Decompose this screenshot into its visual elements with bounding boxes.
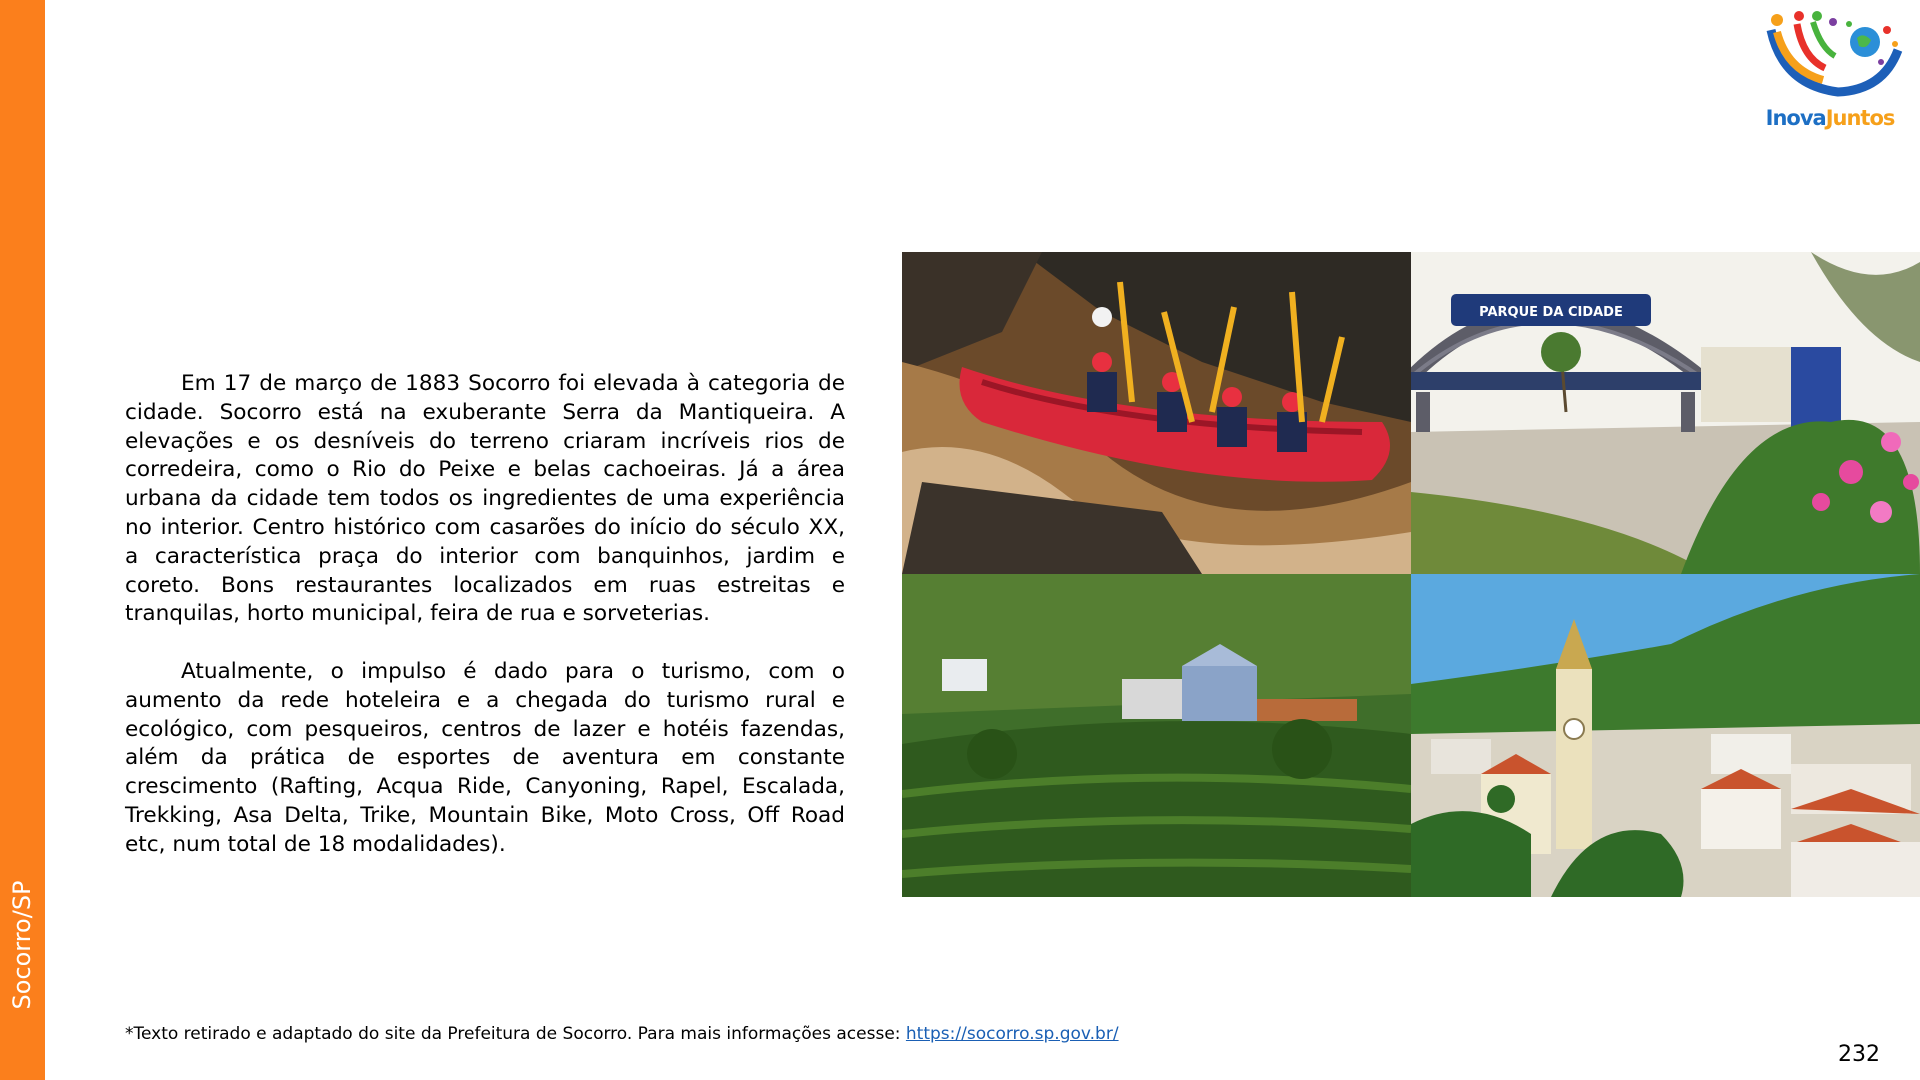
paragraph-history: Em 17 de março de 1883 Socorro foi elevada à categoria de cidade. Socorro está na exuberante Serra da Mantiqueira. A elevações e os desníveis do terreno criaram incríveis rios de corredeira, como o Rio do Peixe e belas cachoeiras. Já a área urbana da cidade tem todos os ingredientes de uma experiência no interior. Centro histórico com casarões do início do século XX, a característica praça do interior com banquinhos, jardim e coreto. Bons restaurantes localizados em ruas estreitas e tranquilas, horto municipal, feira de rua e sorveterias. [125,371,845,627]
footnote-link[interactable]: https://socorro.sp.gov.br/ [905,1024,1119,1044]
rafting-photo [902,252,1411,574]
paragraph-tourism: Atualmente, o impulso é dado para o turismo, com o aumento da rede hoteleira e a chegada do turismo rural e ecológico, com pesqueiros, centros de lazer e hotéis fazendas, além da prática de esportes de aventura em constante crescimento (Rafting, Acqua Ride, Canyoning, Rapel, Escalada, Trekking, Asa Delta, Trike, Mountain Bike, Moto Cross, Off Road etc, num total de 18 modalidades). [125,658,845,857]
side-bar [0,0,45,1080]
coffee-farm-photo [902,574,1411,897]
side-label: Socorro/SP [8,880,36,1010]
page-number: 232 [1838,1042,1880,1067]
park-sign-text: PARQUE DA CIDADE [1479,305,1623,320]
logo-emblem-icon [1763,10,1903,105]
logo-wordmark: InovaJuntos [1765,106,1895,130]
city-park-photo [1411,252,1920,574]
footnote-text: *Texto retirado e adaptado do site da Prefeitura de Socorro. Para mais informações acesse: [125,1024,906,1044]
body-text [125,370,845,860]
footnote [125,1024,1119,1044]
inova-juntos-logo [1755,10,1905,135]
photo-grid [902,252,1920,897]
town-church-photo [1411,574,1920,897]
